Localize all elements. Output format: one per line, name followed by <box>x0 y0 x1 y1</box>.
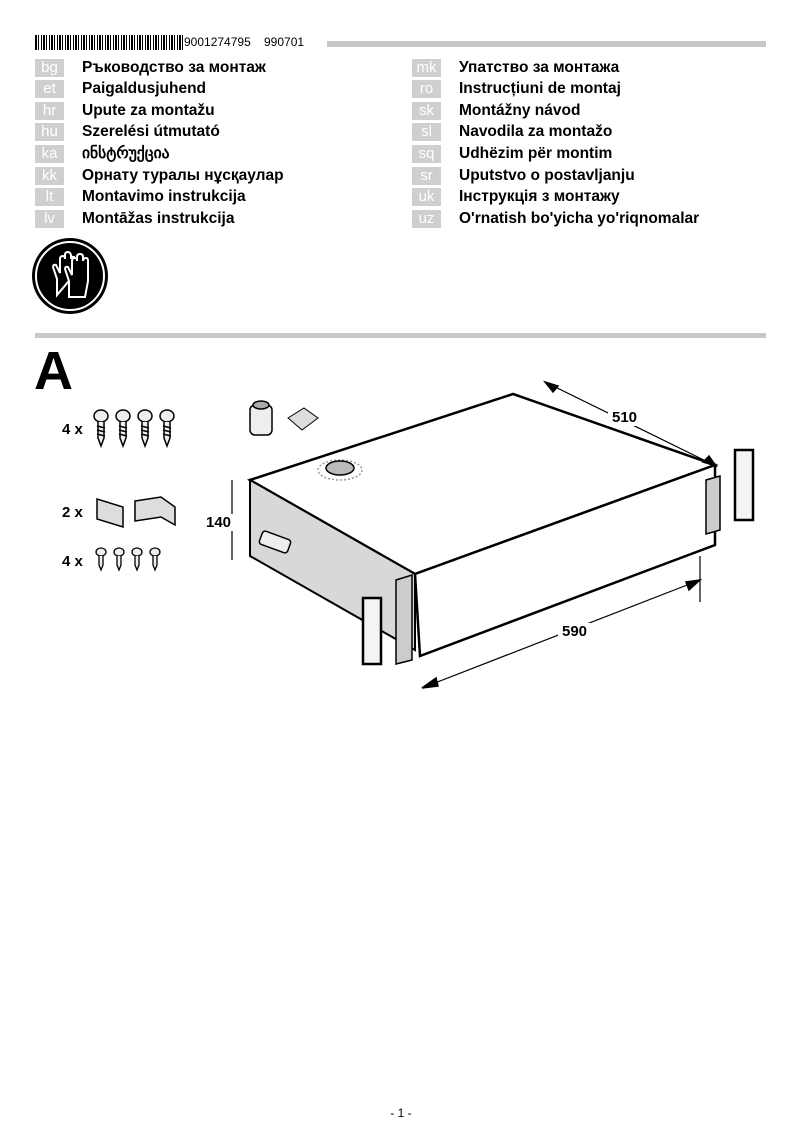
language-title: Szerelési útmutató <box>82 122 220 140</box>
language-code: uk <box>412 188 441 206</box>
language-code: ka <box>35 145 64 163</box>
language-code: kk <box>35 167 64 185</box>
language-code: hr <box>35 102 64 120</box>
language-title: Montāžas instrukcija <box>82 209 235 227</box>
language-code: lt <box>35 188 64 206</box>
page-number: - 1 - <box>390 1106 412 1120</box>
language-code: lv <box>35 210 64 228</box>
language-title: Navodila za montažo <box>459 122 613 140</box>
language-code: sk <box>412 102 441 120</box>
language-code: bg <box>35 59 64 77</box>
width-dimension: 590 <box>558 623 591 640</box>
language-title: O'rnatish bo'yicha yo'riqnomalar <box>459 209 700 227</box>
language-title: Upute za montažu <box>82 101 215 119</box>
quantity-brackets: 2 x <box>62 504 83 521</box>
depth-dimension: 510 <box>608 409 641 426</box>
language-title: Ръководство за монтаж <box>82 58 266 76</box>
language-code: et <box>35 80 64 98</box>
language-title: ინსტრუქცია <box>82 145 170 162</box>
language-title: Uputstvo o postavljanju <box>459 166 635 184</box>
language-code: sl <box>412 123 441 141</box>
quantity-large-screws: 4 x <box>62 421 83 438</box>
language-title: Орнату туралы нұсқаулар <box>82 166 284 184</box>
height-dimension: 140 <box>206 514 232 531</box>
language-code: ro <box>412 80 441 98</box>
language-code: uz <box>412 210 441 228</box>
language-title: Udhëzim për montim <box>459 144 613 162</box>
language-title: Інструкція з монтажу <box>459 187 620 205</box>
quantity-small-screws: 4 x <box>62 553 83 570</box>
language-code: mk <box>412 59 441 77</box>
language-title: Montavimo instrukcija <box>82 187 246 205</box>
language-title: Montážny návod <box>459 101 581 119</box>
language-code: hu <box>35 123 64 141</box>
section-label: A <box>34 341 73 401</box>
barcode-number: 9001274795 <box>184 35 251 49</box>
document-code: 990701 <box>264 35 305 49</box>
language-title: Упатство за монтажа <box>459 58 620 76</box>
language-title: Instrucțiuni de montaj <box>459 79 621 97</box>
language-code: sq <box>412 145 441 163</box>
language-title: Paigaldusjuhend <box>82 79 207 97</box>
language-code: sr <box>412 167 441 185</box>
